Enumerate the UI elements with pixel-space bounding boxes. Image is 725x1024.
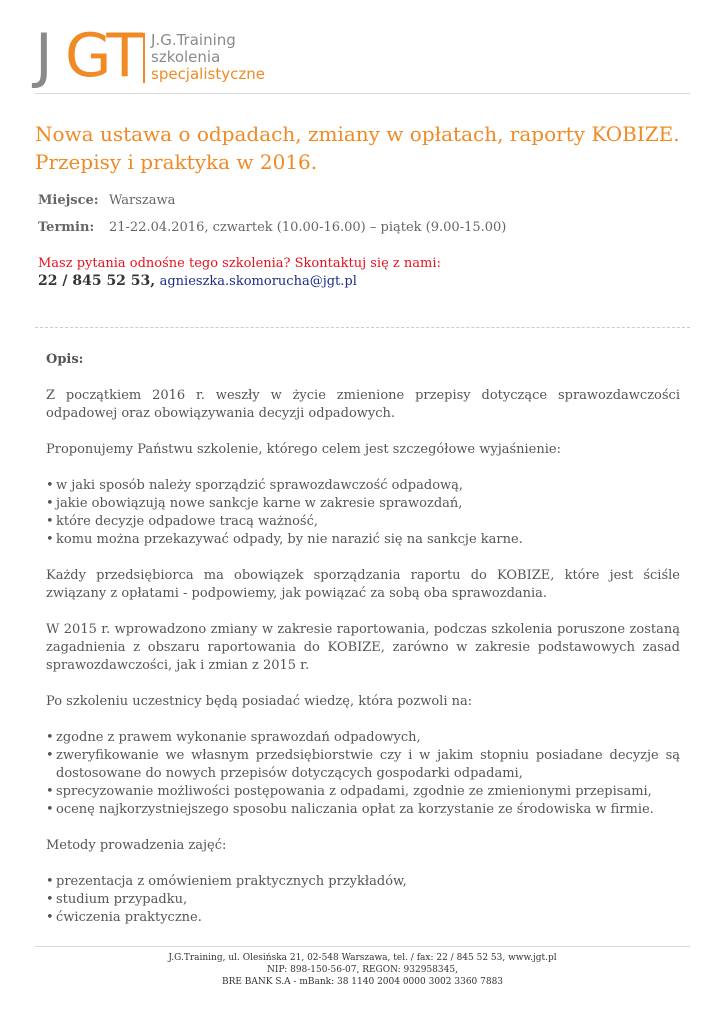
- description-paragraph-3: Każdy przedsiębiorca ma obowiązek sporządzania raportu do KOBIZE, które jest ściśle związany z opłatami - podpowiemy, jak powiązać za sobą oba sprawozdania.: [46, 568, 680, 601]
- page-title: Nowa ustawa o odpadach, zmiany w opłatach, raporty KOBIZE. Przepisy i praktyka w 2016.: [35, 122, 680, 174]
- description-paragraph-4: W 2015 r. wprowadzono zmiany w zakresie raportowania, podczas szkolenia poruszone zostaną zagadnienia z obszaru raportowania do KOBIZE, zarówno w zakresie podstawowych zasad sprawozdawczości, jak i zmian z 2015 r.: [46, 622, 680, 673]
- header-divider: [35, 93, 690, 94]
- logo-tagline-2: specjalistyczne: [151, 65, 265, 83]
- description-paragraph-2: Proponujemy Państwu szkolenie, którego celem jest szczegółowe wyjaśnienie:: [46, 442, 561, 457]
- description-heading: Opis:: [46, 352, 84, 367]
- logo-letters-gt: GT: [65, 21, 141, 91]
- place-value: Warszawa: [109, 193, 176, 208]
- section-divider: [35, 327, 690, 328]
- topics-list: [46, 477, 680, 549]
- term-value: 21-22.04.2016, czwartek (10.00-16.00) – piątek (9.00-15.00): [109, 220, 507, 235]
- list-item: • zweryfikowanie we własnym przedsiębiorstwie czy i w jakim stopniu posiadane decyzje są dostosowane do nowych przepisów dotyczących gospodarki odpadami,: [46, 747, 680, 783]
- list-item: • które decyzje odpadowe tracą ważność,: [46, 513, 680, 531]
- page-footer: [35, 952, 690, 988]
- description-paragraph-5: Po szkoleniu uczestnicy będą posiadać wiedzę, która pozwoli na:: [46, 694, 473, 709]
- outcomes-list: [46, 729, 680, 819]
- list-item: • jakie obowiązują nowe sankcje karne w zakresie sprawozdań,: [46, 495, 680, 513]
- list-item: • studium przypadku,: [46, 891, 680, 909]
- methods-list: [46, 873, 680, 927]
- list-item: • w jaki sposób należy sporządzić sprawozdawczość odpadową,: [46, 477, 680, 495]
- contact-email-link[interactable]: agnieszka.skomorucha@jgt.pl: [159, 274, 357, 289]
- logo-tagline-1: szkolenia: [151, 48, 221, 66]
- description-paragraph-6: Metody prowadzenia zajęć:: [46, 838, 227, 853]
- logo-letter-j: J: [35, 21, 50, 91]
- description-paragraph-1: Z początkiem 2016 r. weszły w życie zmienione przepisy dotyczące sprawozdawczości odpadowej oraz obowiązywania decyzji odpadowych.: [46, 388, 680, 421]
- footer-divider: [35, 946, 690, 947]
- term-label: Termin:: [38, 220, 95, 235]
- list-item: • sprecyzowanie możliwości postępowania z odpadami, zgodnie ze zmienionymi przepisami,: [46, 783, 680, 801]
- footer-address: J.G.Training, ul. Olesińska 21, 02-548 Warszawa, tel. / fax: 22 / 845 52 53, www.jgt.pl: [168, 953, 557, 963]
- list-item: • ocenę najkorzystniejszego sposobu naliczania opłat za korzystanie ze środowiska w firmie.: [46, 801, 680, 819]
- footer-tax-ids: NIP: 898-150-56-07, REGON: 932958345,: [267, 965, 458, 975]
- contact-phone: 22 / 845 52 53,: [38, 273, 156, 289]
- contact-line: [38, 273, 357, 289]
- logo-divider: [143, 33, 145, 83]
- list-item: • prezentacja z omówieniem praktycznych przykładów,: [46, 873, 680, 891]
- logo-company-name: J.G.Training: [151, 31, 236, 49]
- place-label: Miejsce:: [38, 193, 99, 208]
- description-section: [46, 351, 680, 945]
- list-item: • zgodne z prawem wykonanie sprawozdań odpadowych,: [46, 729, 680, 747]
- list-item: • ćwiczenia praktyczne.: [46, 909, 680, 927]
- contact-question: Masz pytania odnośne tego szkolenia? Skontaktuj się z nami:: [38, 256, 441, 271]
- list-item: • komu można przekazywać odpady, by nie narazić się na sankcje karne.: [46, 531, 680, 549]
- footer-bank: BRE BANK S.A - mBank: 38 1140 2004 0000 3002 3360 7883: [221, 977, 504, 987]
